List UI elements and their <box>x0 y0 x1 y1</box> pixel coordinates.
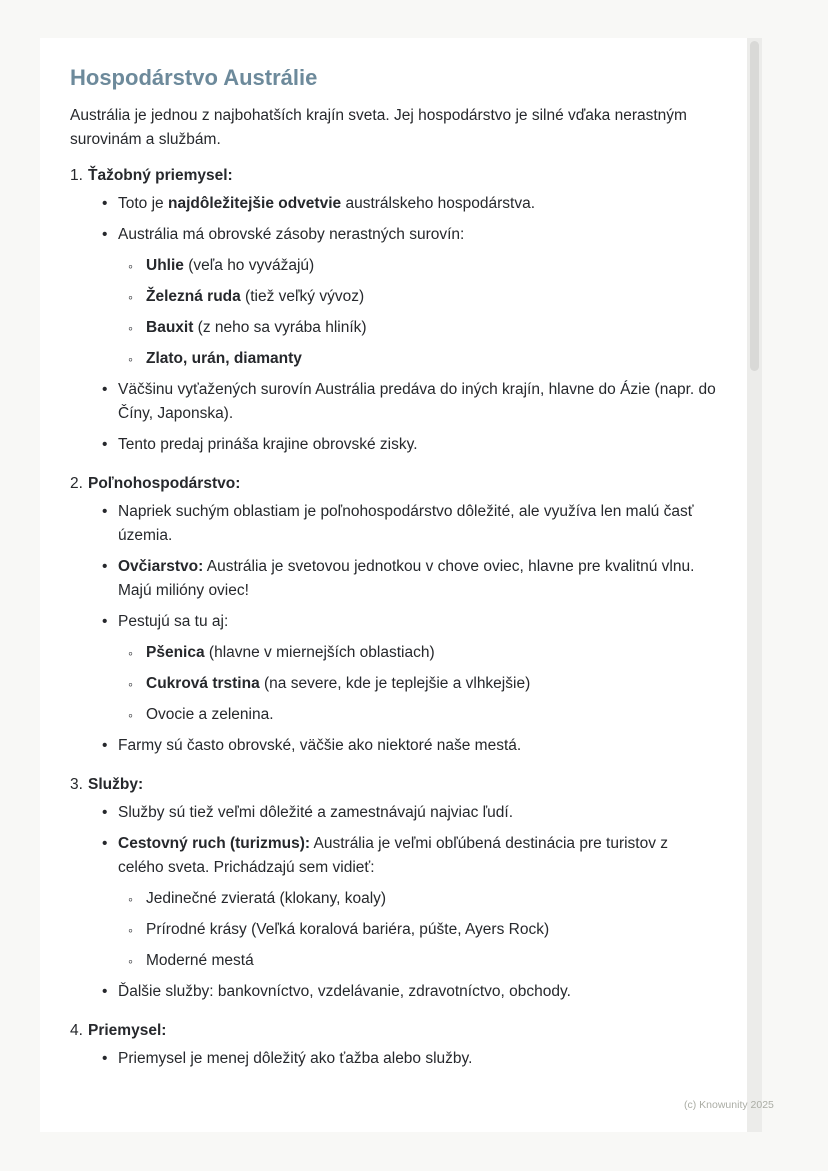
bullet-item <box>100 555 718 603</box>
sub-bullet-item <box>128 918 718 942</box>
sub-bullet-item <box>128 254 718 278</box>
bullet-item <box>100 1047 718 1071</box>
list-item <box>70 164 718 464</box>
bullet-list <box>100 192 718 457</box>
list-item-heading: Poľnohospodárstvo: <box>88 475 241 492</box>
bullet-text: • Austrália má obrovské zásoby nerastných surovín: <box>118 226 465 243</box>
document-page <box>40 38 762 1132</box>
bullet-text: • Služby sú tiež veľmi dôležité a zamestnávajú najviac ľudí. <box>118 804 514 821</box>
bullet-list <box>100 1047 718 1071</box>
list-item-number: 4. <box>70 1022 83 1039</box>
sub-bullet-item <box>128 316 718 340</box>
list-item-number: 1. <box>70 167 83 184</box>
sub-bullet-item <box>128 703 718 727</box>
sub-bullet-text: ◦ Bauxit (z neho sa vyrába hliník) <box>146 319 367 336</box>
bullet-item <box>100 433 718 457</box>
list-item-number: 2. <box>70 475 83 492</box>
scrollbar-thumb[interactable] <box>750 41 759 371</box>
watermark: (c) Knowunity 2025 <box>684 1099 774 1111</box>
bullet-text: • Ďalšie služby: bankovníctvo, vzdelávanie, zdravotníctvo, obchody. <box>118 983 571 1000</box>
sub-bullet-text: ◦ Jedinečné zvieratá (klokany, koaly) <box>146 890 387 907</box>
sub-bullet-item <box>128 887 718 911</box>
document-list <box>70 164 718 1078</box>
list-item <box>70 1019 718 1078</box>
list-item-heading: Priemysel: <box>88 1022 167 1039</box>
bullet-text: • Farmy sú často obrovské, väčšie ako niektoré naše mestá. <box>118 737 522 754</box>
sub-bullet-text: ◦ Železná ruda (tiež veľký vývoz) <box>146 288 365 305</box>
bullet-text: • Väčšinu vyťažených surovín Austrália predáva do iných krajín, hlavne do Ázie (napr. do Číny, Japonska). <box>118 381 716 422</box>
sub-bullet-text: ◦ Zlato, urán, diamanty <box>146 350 302 367</box>
bullet-item <box>100 192 718 216</box>
bullet-text: • Ovčiarstvo: Austrália je svetovou jednotkou v chove oviec, hlavne pre kvalitnú vlnu. Majú milióny oviec! <box>118 558 695 599</box>
sub-bullet-text: ◦ Cukrová trstina (na severe, kde je teplejšie a vlhkejšie) <box>146 675 531 692</box>
document-content <box>40 38 762 1078</box>
sub-bullet-item <box>128 672 718 696</box>
scrollbar-track[interactable] <box>747 38 762 1132</box>
bullet-text: • Priemysel je menej dôležitý ako ťažba alebo služby. <box>118 1050 473 1067</box>
sub-bullet-list <box>128 254 718 371</box>
sub-bullet-text: ◦ Pšenica (hlavne v miernejších oblastiach) <box>146 644 435 661</box>
bullet-item <box>100 610 718 727</box>
bullet-list <box>100 500 718 758</box>
bullet-text: • Tento predaj prináša krajine obrovské zisky. <box>118 436 418 453</box>
bullet-item <box>100 980 718 1004</box>
sub-bullet-text: ◦ Uhlie (veľa ho vyvážajú) <box>146 257 315 274</box>
bullet-item <box>100 801 718 825</box>
bullet-text: • Cestovný ruch (turizmus): Austrália je veľmi obľúbená destinácia pre turistov z celého sveta. Prichádzajú sem vidieť: <box>118 835 669 876</box>
bullet-text: • Toto je najdôležitejšie odvetvie austrálskeho hospodárstva. <box>118 195 536 212</box>
list-item <box>70 773 718 1011</box>
sub-bullet-item <box>128 641 718 665</box>
bullet-list <box>100 801 718 1004</box>
bullet-item <box>100 223 718 371</box>
bullet-text: • Pestujú sa tu aj: <box>118 613 229 630</box>
sub-bullet-list <box>128 641 718 727</box>
bullet-item <box>100 734 718 758</box>
list-item <box>70 472 718 765</box>
bullet-text: • Napriek suchým oblastiam je poľnohospodárstvo dôležité, ale využíva len malú časť územia. <box>118 503 694 544</box>
bullet-item <box>100 832 718 973</box>
page-title: Hospodárstvo Austrálie <box>70 65 318 90</box>
sub-bullet-item <box>128 347 718 371</box>
list-item-heading: Služby: <box>88 776 144 793</box>
sub-bullet-list <box>128 887 718 973</box>
list-item-heading: Ťažobný priemysel: <box>88 167 233 184</box>
bullet-item <box>100 500 718 548</box>
sub-bullet-item <box>128 949 718 973</box>
sub-bullet-text: ◦ Ovocie a zelenina. <box>146 706 274 723</box>
list-item-number: 3. <box>70 776 83 793</box>
sub-bullet-item <box>128 285 718 309</box>
intro-paragraph: Austrália je jednou z najbohatších krajín sveta. Jej hospodárstvo je silné vďaka nerastným surovinám a službám. <box>70 107 687 148</box>
sub-bullet-text: ◦ Prírodné krásy (Veľká koralová bariéra, púšte, Ayers Rock) <box>146 921 550 938</box>
sub-bullet-text: ◦ Moderné mestá <box>146 952 254 969</box>
bullet-item <box>100 378 718 426</box>
